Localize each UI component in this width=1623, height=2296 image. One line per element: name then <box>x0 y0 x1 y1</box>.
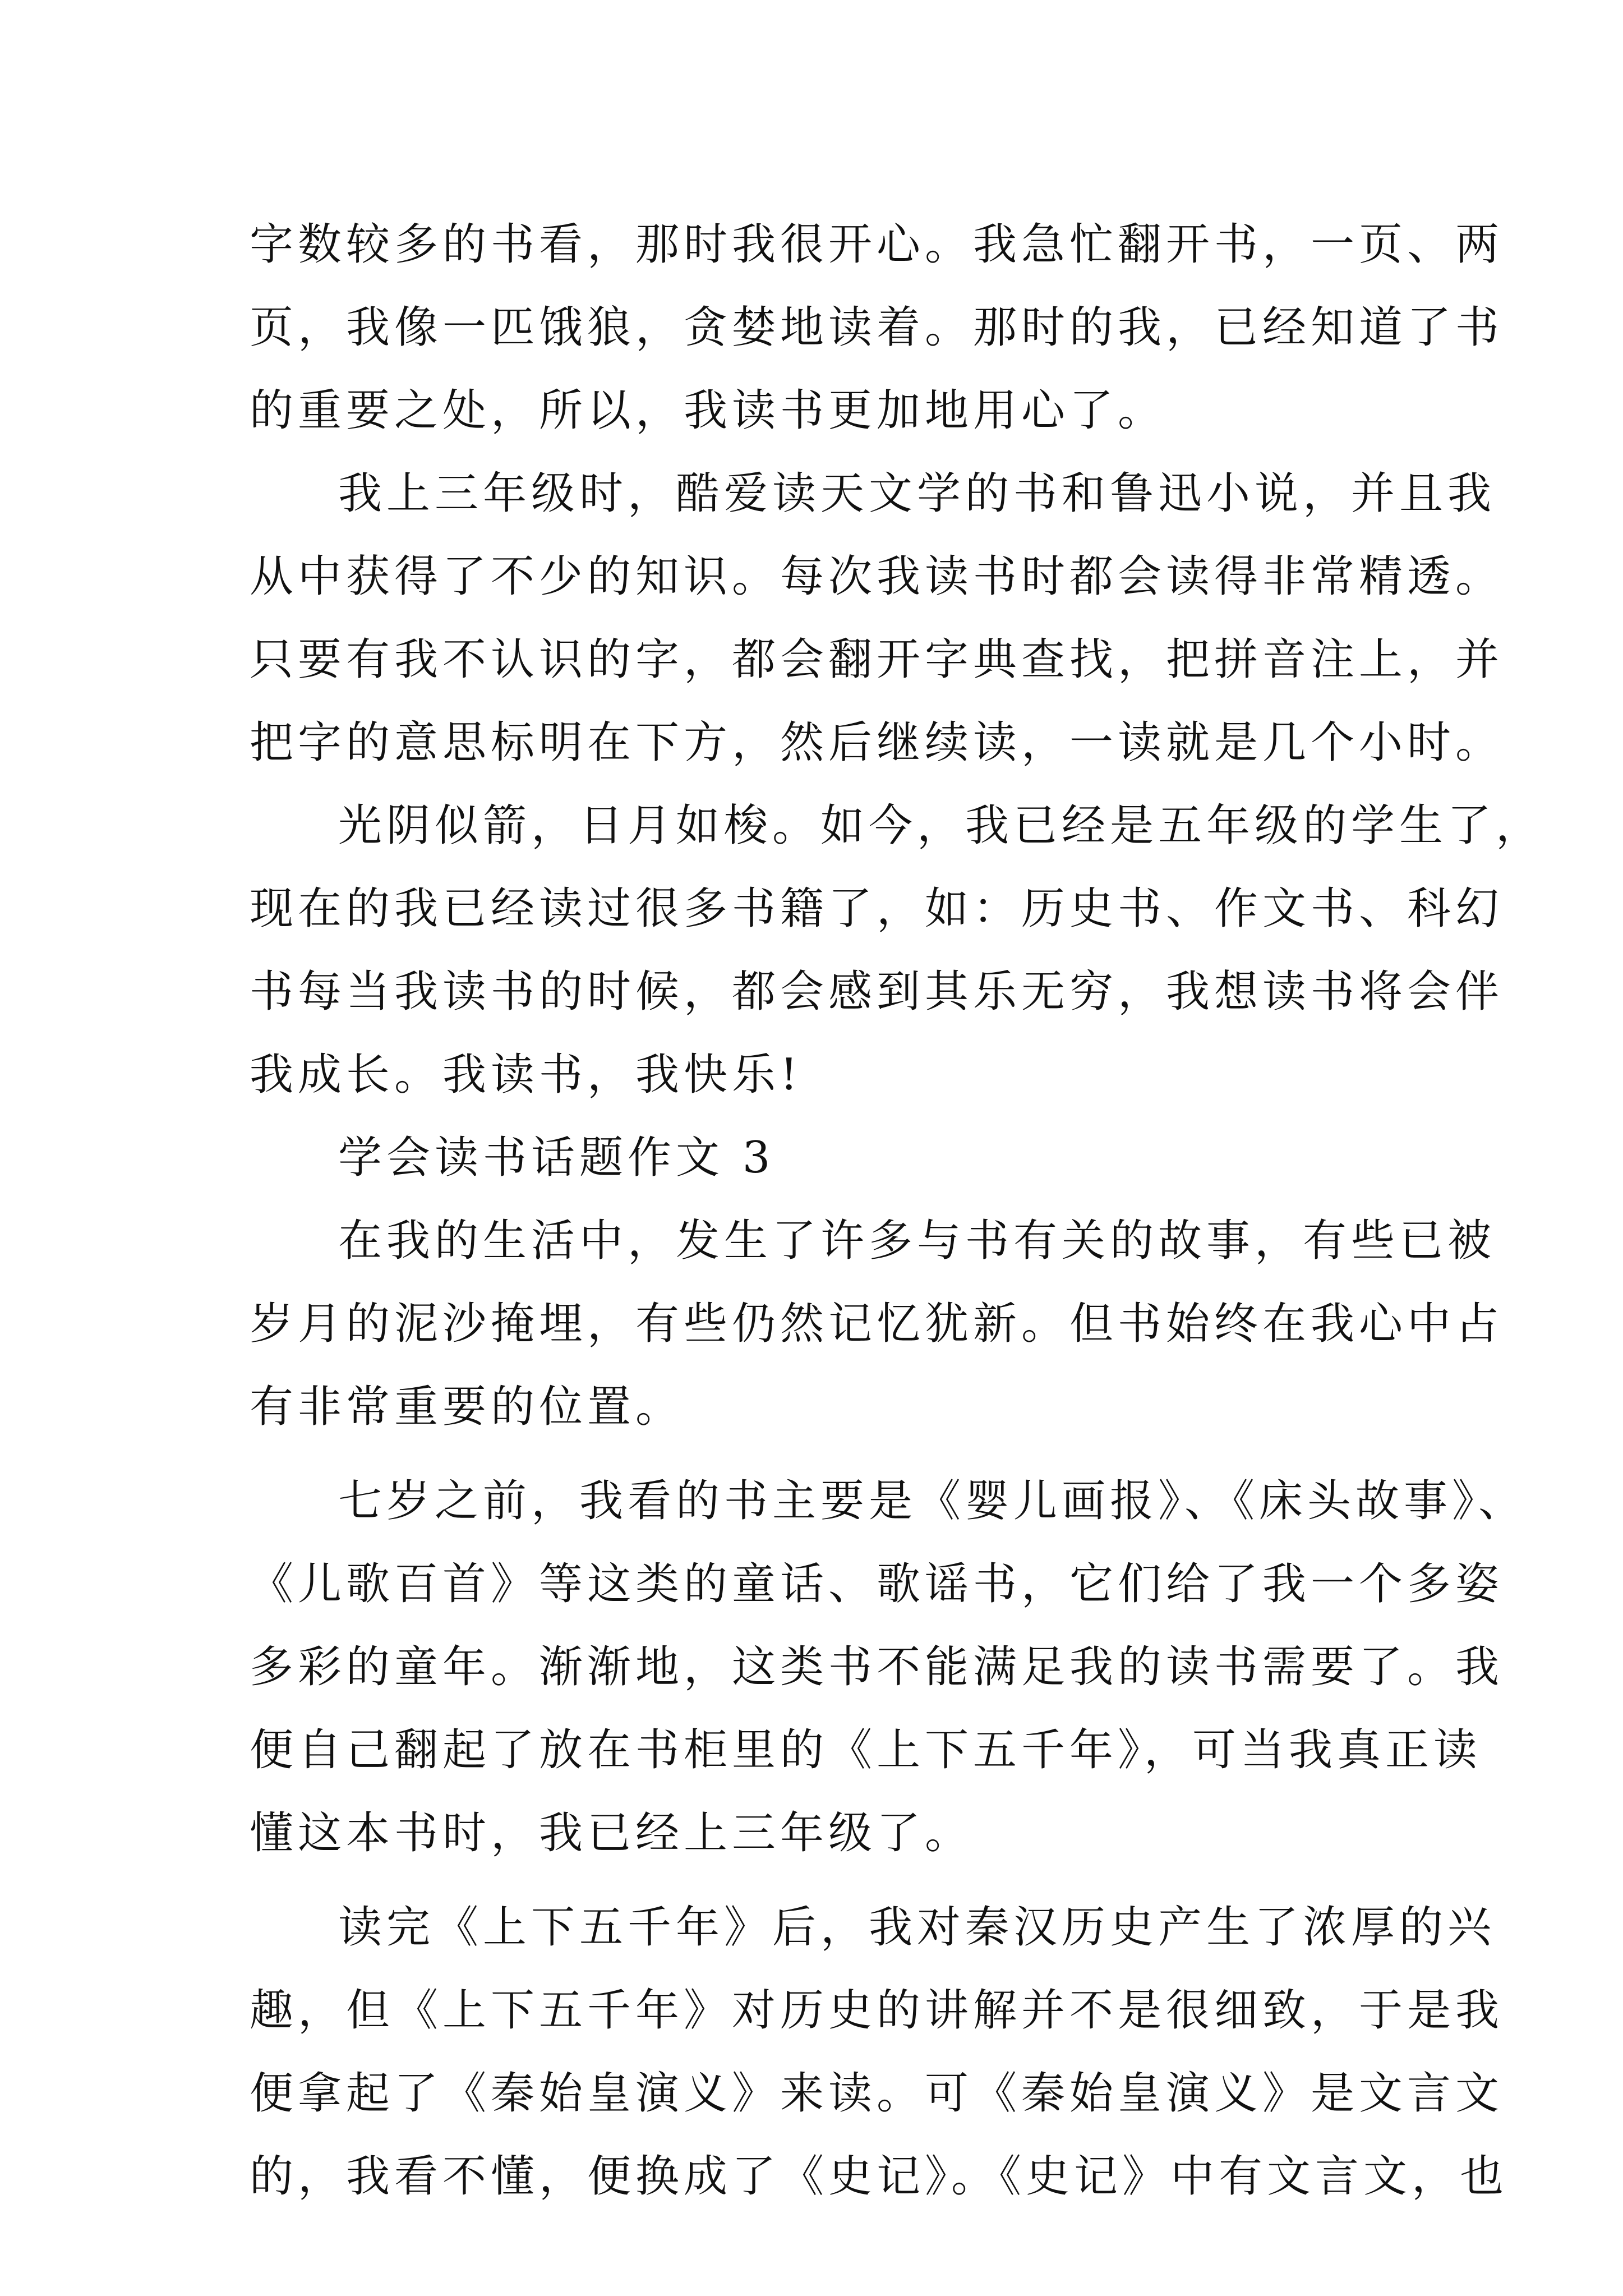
paragraph-line: 七岁之前，我看的书主要是《婴儿画报》、《床头故事》、 <box>338 1476 1527 1526</box>
paragraph-line: 岁月的泥沙掩埋，有些仍然记忆犹新。但书始终在我心中占 <box>250 1299 1504 1349</box>
paragraph-line: 我上三年级时，酷爱读天文学的书和鲁迅小说，并且我 <box>338 468 1496 519</box>
paragraph-line: 在我的生活中，发生了许多与书有关的故事，有些已被 <box>338 1216 1496 1266</box>
essay-body <box>250 203 1544 2218</box>
paragraph-line: 光阴似箭，日月如梭。如今，我已经是五年级的学生了， <box>338 800 1544 851</box>
paragraph-line: 我成长。我读书，我快乐! <box>250 1050 803 1100</box>
paragraph-line: 字数较多的书看，那时我很开心。我急忙翻开书，一页、两 <box>250 219 1504 270</box>
paragraph-line: 懂这本书时，我已经上三年级了。 <box>250 1808 974 1858</box>
paragraph-line: 现在的我已经读过很多书籍了，如：历史书、作文书、科幻 <box>250 884 1504 934</box>
paragraph-line: 的，我看不懂，便换成了《史记》。《史记》中有文言文，也 <box>250 2151 1509 2202</box>
paragraph-line: 《儿歌百首》等这类的童话、歌谣书，它们给了我一个多姿 <box>250 1559 1504 1609</box>
paragraph-line: 从中获得了不少的知识。每次我读书时都会读得非常精透。 <box>250 551 1504 602</box>
paragraph-line: 有非常重要的位置。 <box>250 1382 684 1432</box>
paragraph-line: 便拿起了《秦始皇演义》来读。可《秦始皇演义》是文言文 <box>250 2068 1504 2119</box>
paragraph-line: 页，我像一匹饿狼，贪婪地读着。那时的我，已经知道了书 <box>250 302 1504 353</box>
paragraph-line: 便自己翻起了放在书柜里的《上下五千年》，可当我真正读 <box>250 1725 1482 1775</box>
section-heading: 学会读书话题作文 3 <box>338 1133 775 1183</box>
paragraph-line: 只要有我不认识的字，都会翻开字典查找，把拼音注上，并 <box>250 634 1504 685</box>
paragraph-line: 读完《上下五千年》后，我对秦汉历史产生了浓厚的兴 <box>338 1902 1496 1953</box>
paragraph-line: 的重要之处，所以，我读书更加地用心了。 <box>250 385 1166 436</box>
paragraph-line: 多彩的童年。渐渐地，这类书不能满足我的读书需要了。我 <box>250 1642 1504 1692</box>
paragraph-line: 趣，但《上下五千年》对历史的讲解并不是很细致，于是我 <box>250 1985 1504 2036</box>
paragraph-line: 把字的意思标明在下方，然后继续读，一读就是几个小时。 <box>250 717 1504 768</box>
paragraph-line: 书每当我读书的时候，都会感到其乐无穷，我想读书将会伴 <box>250 967 1504 1017</box>
